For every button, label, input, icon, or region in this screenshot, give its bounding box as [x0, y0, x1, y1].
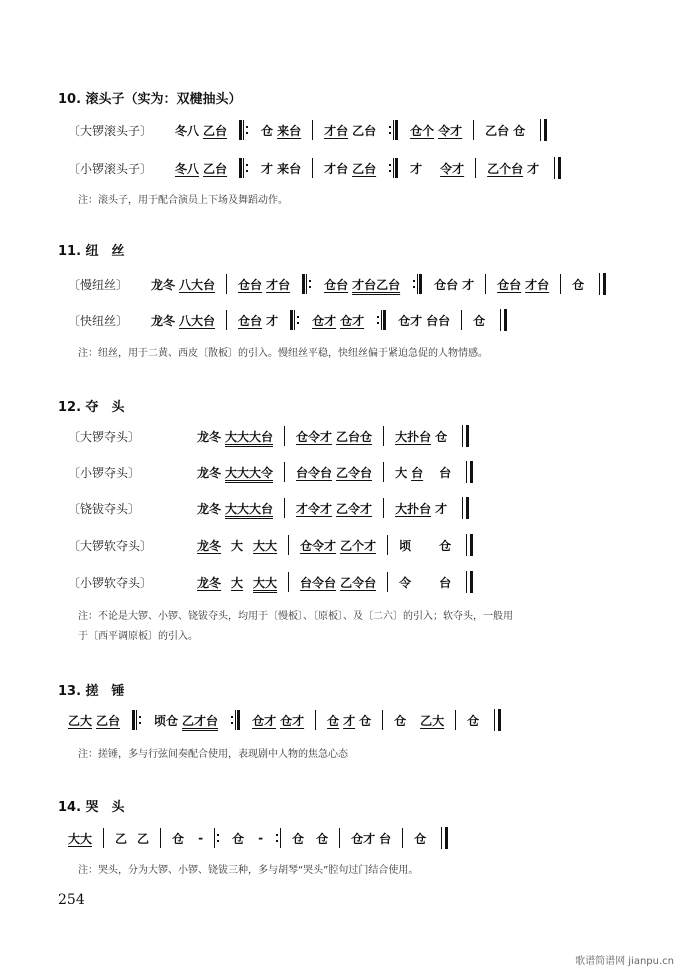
beat: 大大大台	[225, 501, 274, 516]
beat: 八大台	[179, 313, 216, 328]
final-barline	[466, 461, 473, 483]
row-label: 〔快纽丝〕	[68, 313, 129, 328]
beat: 才	[527, 161, 540, 176]
beat: 龙冬	[151, 313, 176, 328]
repeat-end-sign	[274, 828, 281, 848]
section-note-11: 注：纽丝，用于二黄、西皮〔散板〕的引入。慢纽丝平稳，快纽丝偏于紧迫急促的人物情感。	[78, 348, 488, 359]
beat: 仓才	[252, 713, 277, 728]
row-label: 〔大锣夺头〕	[68, 429, 141, 444]
beat: 仓才	[351, 831, 376, 846]
beat: 才	[266, 313, 279, 328]
beat: 才	[435, 501, 448, 516]
beat: 才台	[266, 277, 291, 292]
final-barline	[540, 119, 547, 141]
beat: 才令才	[296, 501, 333, 516]
beat: 才台乙台	[352, 277, 401, 292]
beat: 大扑台	[395, 501, 432, 516]
score-row	[68, 118, 547, 142]
beat: 令	[399, 575, 412, 590]
beat: 仓	[359, 713, 372, 728]
beat: 仓台	[238, 313, 263, 328]
beat: 龙冬	[197, 429, 222, 444]
beat: 台	[379, 831, 392, 846]
score-row	[68, 496, 469, 520]
beat: 仓令才	[296, 429, 333, 444]
beat: -	[258, 831, 264, 845]
beat: 大	[395, 465, 408, 480]
final-barline	[441, 827, 448, 849]
beat: 乙令台	[336, 465, 373, 480]
row-label: 〔小锣滚头子〕	[68, 161, 153, 176]
beat: 才台	[324, 161, 349, 176]
final-barline	[599, 273, 606, 295]
beat: 乙台	[485, 123, 510, 138]
repeat-start-sign	[301, 274, 313, 294]
final-barline	[494, 709, 501, 731]
beat: 大大大台	[225, 429, 274, 444]
beat: 大扑台	[395, 429, 432, 444]
score-row	[68, 533, 473, 557]
beat: 台台	[426, 313, 451, 328]
beat: 龙冬	[197, 501, 222, 516]
beat: 乙	[115, 831, 128, 846]
beat: 乙才台	[182, 713, 219, 728]
beat: 台	[439, 465, 452, 480]
beat: 仓	[232, 831, 245, 846]
row-label: 〔小锣软夺头〕	[68, 575, 153, 590]
beat: 才	[343, 713, 356, 728]
score-row	[68, 156, 561, 180]
row-label: 〔大锣软夺头〕	[68, 538, 153, 553]
beat: 乙台	[203, 123, 228, 138]
score-row	[68, 460, 473, 484]
score-row	[68, 272, 606, 296]
beat: 仓才	[398, 313, 423, 328]
beat: 龙冬	[197, 538, 222, 553]
final-barline	[554, 157, 561, 179]
beat: 顷仓	[154, 713, 179, 728]
beat: 台令台	[300, 575, 337, 590]
beat: 仓台	[434, 277, 459, 292]
repeat-start-sign	[238, 158, 250, 178]
beat: 乙令台	[340, 575, 377, 590]
beat: 仓个	[410, 123, 435, 138]
section-title-14: 14. 哭 头	[58, 800, 125, 815]
beat: 仓	[327, 713, 340, 728]
section-title-13: 13. 搓 锤	[58, 684, 125, 699]
beat: 大大	[68, 831, 93, 846]
beat: 台	[411, 465, 424, 480]
beat: 仓才	[340, 313, 365, 328]
beat: 才	[462, 277, 475, 292]
beat: 仓	[414, 831, 427, 846]
final-barline	[466, 571, 473, 593]
row-label: 〔慢纽丝〕	[68, 277, 129, 292]
final-barline	[466, 534, 473, 556]
beat: 冬八	[175, 161, 200, 176]
row-label: 〔大锣滚头子〕	[68, 123, 153, 138]
beat: 仓	[473, 313, 486, 328]
beat: 乙台	[96, 713, 121, 728]
repeat-end-sign	[387, 158, 399, 178]
beat: 仓	[572, 277, 585, 292]
beat: 仓	[467, 713, 480, 728]
beat: 八大台	[179, 277, 216, 292]
section-note-12-line1: 注：不论是大锣、小锣、铙钹夺头，均用于〔慢板〕、〔原板〕、及〔二六〕的引入；软夺头，一般用	[78, 611, 513, 622]
repeat-start-sign	[131, 710, 143, 730]
section-note-13: 注：搓锤，多与行弦间奏配合使用，表现剧中人物的焦急心态	[78, 749, 348, 760]
score-row	[68, 570, 473, 594]
beat: 乙个才	[340, 538, 377, 553]
repeat-end-sign	[375, 310, 387, 330]
beat: 仓	[292, 831, 305, 846]
row-label: 〔小锣夺头〕	[68, 465, 141, 480]
beat: 仓台	[324, 277, 349, 292]
beat: 仓	[435, 429, 448, 444]
beat: 乙个台	[487, 161, 524, 176]
beat: -	[198, 831, 204, 845]
beat: 大	[231, 538, 244, 553]
beat: 来台	[277, 161, 302, 176]
repeat-end-sign	[387, 120, 399, 140]
beat: 仓才	[312, 313, 337, 328]
repeat-end-sign	[411, 274, 423, 294]
section-title-12: 12. 夺 头	[58, 400, 125, 415]
beat: 乙令才	[336, 501, 373, 516]
final-barline	[462, 497, 469, 519]
repeat-end-sign	[229, 710, 241, 730]
repeat-start-sign	[214, 828, 221, 848]
beat: 大	[231, 575, 244, 590]
beat: 顷	[399, 538, 412, 553]
beat: 仓令才	[300, 538, 337, 553]
beat: 乙台	[203, 161, 228, 176]
beat: 乙台	[352, 123, 377, 138]
score-row	[68, 308, 507, 332]
section-note-10: 注：滚头子，用于配合演员上下场及舞蹈动作。	[78, 195, 288, 206]
beat: 仓	[261, 123, 274, 138]
beat: 仓	[172, 831, 185, 846]
section-title-11: 11. 纽 丝	[58, 244, 125, 259]
beat: 才台	[525, 277, 550, 292]
row-label: 〔铙钹夺头〕	[68, 501, 141, 516]
beat: 才	[261, 161, 274, 176]
beat: 乙台仓	[336, 429, 373, 444]
beat: 冬八	[175, 123, 200, 138]
section-note-12-line2: 于〔西平调原板〕的引入。	[78, 631, 198, 642]
beat: 仓台	[238, 277, 263, 292]
repeat-start-sign	[238, 120, 250, 140]
beat: 大大	[253, 538, 278, 553]
beat: 龙冬	[197, 465, 222, 480]
repeat-start-sign	[289, 310, 301, 330]
final-barline	[462, 425, 469, 447]
beat: 大大大令	[225, 465, 274, 480]
score-row	[66, 708, 501, 732]
beat: 令才	[440, 161, 465, 176]
beat: 仓	[513, 123, 526, 138]
section-title-10: 10. 滚头子（实为：双楗抽头）	[58, 92, 242, 107]
final-barline	[500, 309, 507, 331]
beat: 仓才	[280, 713, 305, 728]
beat: 才	[410, 161, 423, 176]
score-row	[66, 826, 448, 850]
beat: 乙台	[352, 161, 377, 176]
beat: 仓	[439, 538, 452, 553]
page-number: 254	[58, 892, 85, 908]
beat: 龙冬	[197, 575, 222, 590]
beat: 仓	[316, 831, 329, 846]
beat: 仓	[394, 713, 407, 728]
beat: 龙冬	[151, 277, 176, 292]
beat: 台令台	[296, 465, 333, 480]
watermark: 歌谱简谱网 jianpu.cn	[575, 956, 674, 967]
beat: 大大	[253, 575, 278, 590]
beat: 才台	[324, 123, 349, 138]
beat: 台	[439, 575, 452, 590]
beat: 乙大	[420, 713, 445, 728]
beat: 令才	[438, 123, 463, 138]
section-note-14: 注：哭头，分为大锣、小锣、铙钹三种，多与胡琴“哭头”腔句过门结合使用。	[78, 865, 419, 876]
score-row	[68, 424, 469, 448]
beat: 仓台	[497, 277, 522, 292]
beat: 乙大	[68, 713, 93, 728]
beat: 来台	[277, 123, 302, 138]
beat: 乙	[137, 831, 150, 846]
